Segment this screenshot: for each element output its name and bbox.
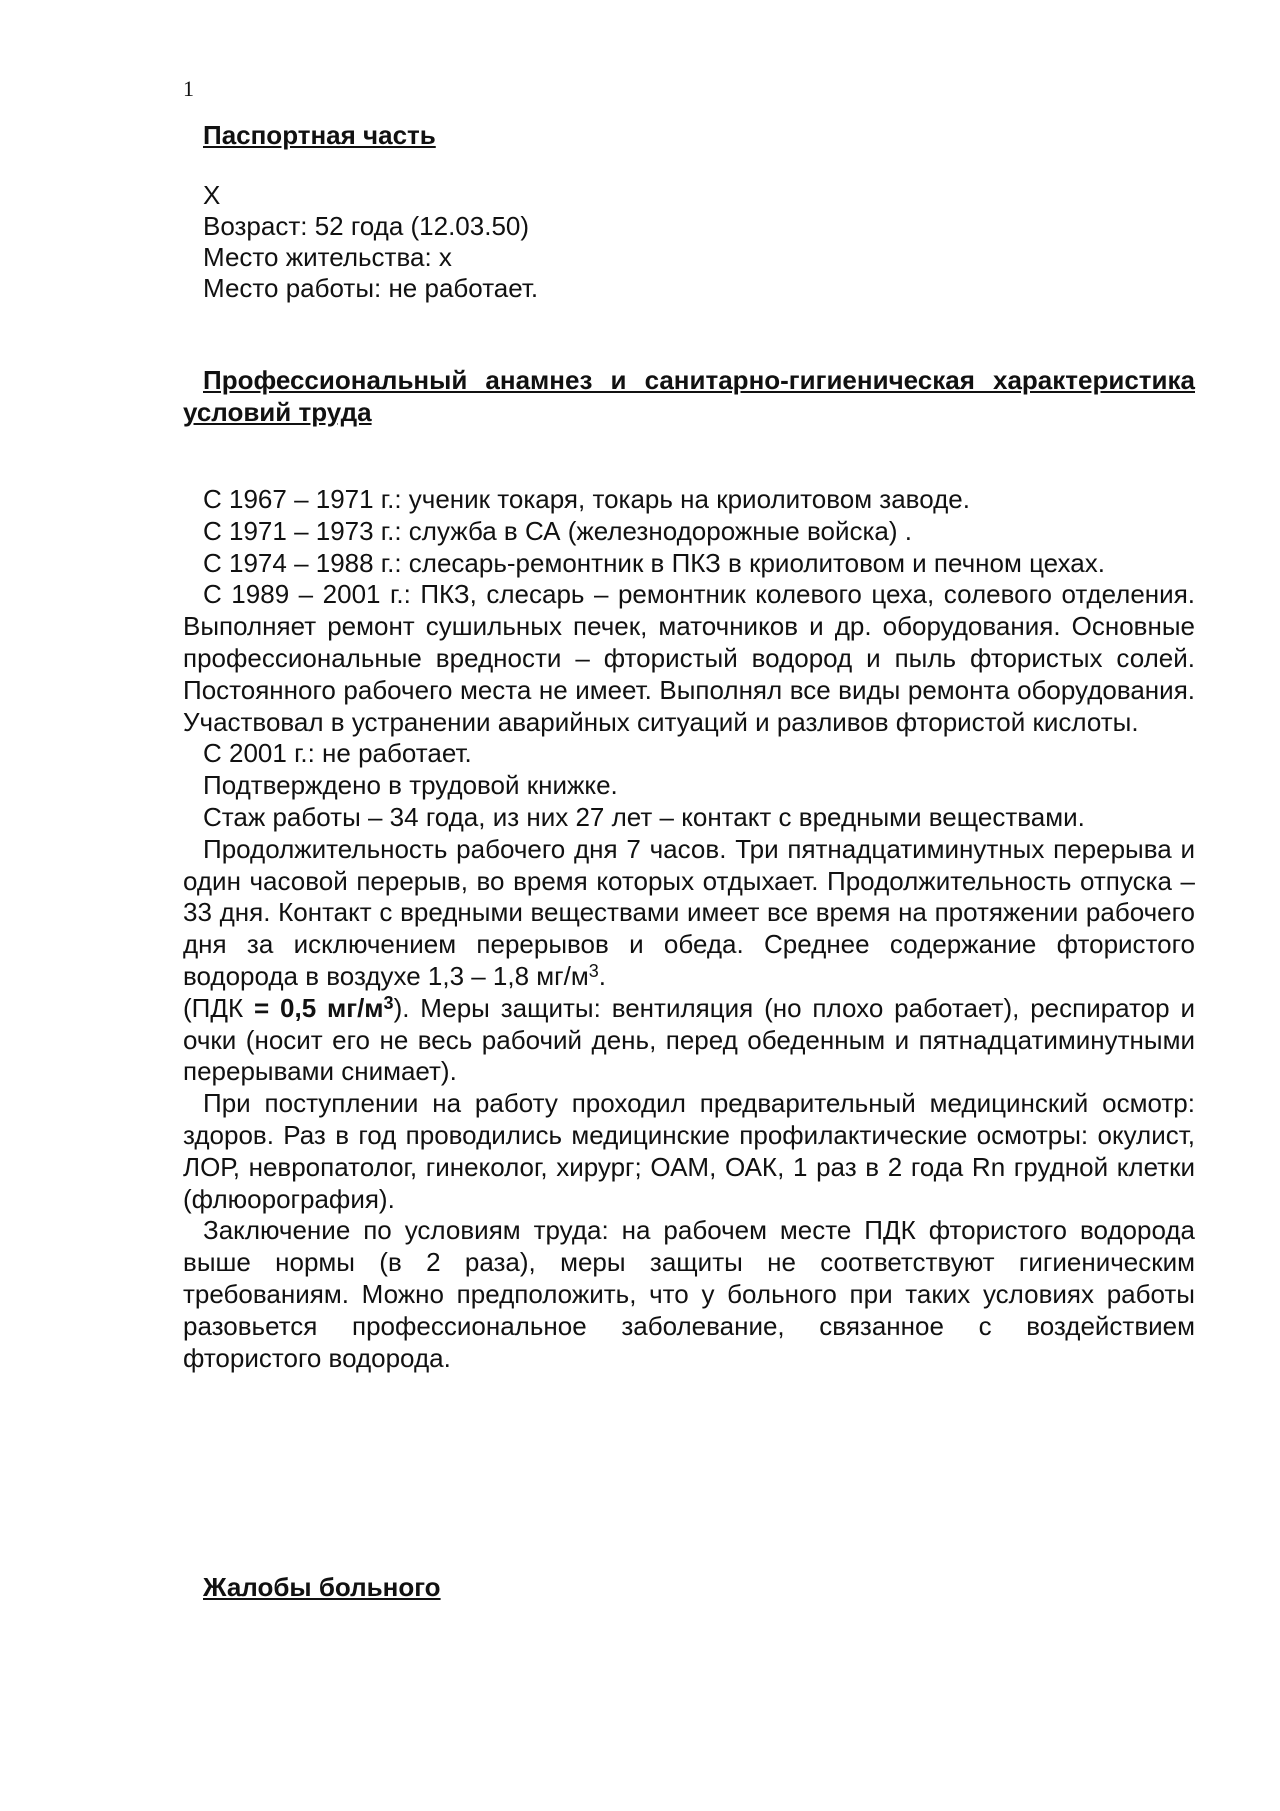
paragraph-2001: С 2001 г.: не работает. <box>203 738 472 769</box>
passport-section <box>203 180 538 304</box>
heading-passport: Паспортная часть <box>203 120 436 150</box>
working-conditions-text: Продолжительность рабочего дня 7 часов. Три пятнадцатиминутных перерыва и один часовой перерыв, во время которых отдыхает. Продолжительность отпуска – 33 дня. Контакт с вредными веществами имеет все время на протяжении рабочего дня за исключением перерывов и обеда. Среднее содержание фтористого водорода в воздухе 1,3 – 1,8 мг/м <box>183 833 1195 991</box>
paragraph-1971: С 1971 – 1973 г.: служба в СА (железнодорожные войска) . <box>203 515 912 546</box>
patient-name: Х <box>203 180 221 210</box>
page-number: 1 <box>183 76 194 101</box>
paragraph-conclusion: Заключение по условиям труда: на рабочем месте ПДК фтористого водорода выше нормы (в 2 раза), меры защиты не соответствуют гигиеническим требованиям. Можно предположить, что у больного при таких условиях работы разовьется профессиональное заболевание, связанное с воздействием фтористого водорода. <box>183 1215 1195 1373</box>
pdk-equals: = <box>253 992 281 1023</box>
paragraph-experience: Стаж работы – 34 года, из них 27 лет – контакт с вредными веществами. <box>203 801 1085 832</box>
paragraph-1974: С 1974 – 1988 г.: слесарь-ремонтник в ПКЗ в криолитовом и печном цехах. <box>203 547 1105 578</box>
paragraph-working-conditions <box>183 834 1195 1088</box>
pdk-open: (ПДК <box>183 992 254 1023</box>
patient-age: Возраст: 52 года (12.03.50) <box>203 211 530 241</box>
professional-section <box>183 484 1195 1374</box>
heading-complaints: Жалобы больного <box>203 1572 441 1602</box>
protection-measures-text: ). Меры защиты: вентиляция (но плохо работает), респиратор и очки (носит его не весь рабочий день, перед обеденным и пятнадцатиминутными перерывами снимает). <box>183 992 1195 1087</box>
heading-professional-anamnesis: Профессиональный анамнез и санитарно-гигиеническая характеристика условий труда <box>183 365 1195 427</box>
paragraph-1989: С 1989 – 2001 г.: ПКЗ, слесарь – ремонтник колевого цеха, солевого отделения. Выполняет ремонт сушильных печек, маточников и др. оборудования. Основные профессиональные вредности – фтористый водород и пыль фтористых солей. Постоянного рабочего места не имеет. Выполнял все виды ремонта оборудования. Участвовал в устранении аварийных ситуаций и разливов фтористой кислоты. <box>183 579 1195 737</box>
pdk-superscript-3: 3 <box>383 992 394 1013</box>
superscript-3: 3 <box>588 960 599 981</box>
patient-work: Место работы: не работает. <box>203 273 539 303</box>
pdk-value <box>280 993 394 1023</box>
patient-residence: Место жительства: х <box>203 242 452 272</box>
paragraph-medical-exams: При поступлении на работу проходил предварительный медицинский осмотр: здоров. Раз в год проводились медицинские профилактические осмотры: окулист, ЛОР, невропатолог, гинеколог, хирург; ОАМ, ОАК, 1 раз в 2 года Rn грудной клетки (флюорография). <box>183 1088 1195 1214</box>
paragraph-1967: С 1967 – 1971 г.: ученик токаря, токарь на криолитовом заводе. <box>203 484 970 514</box>
paragraph-confirmation: Подтверждено в трудовой книжке. <box>203 770 618 801</box>
sentence-period: . <box>598 960 607 991</box>
pdk-value-text: 0,5 мг/м <box>280 992 384 1023</box>
